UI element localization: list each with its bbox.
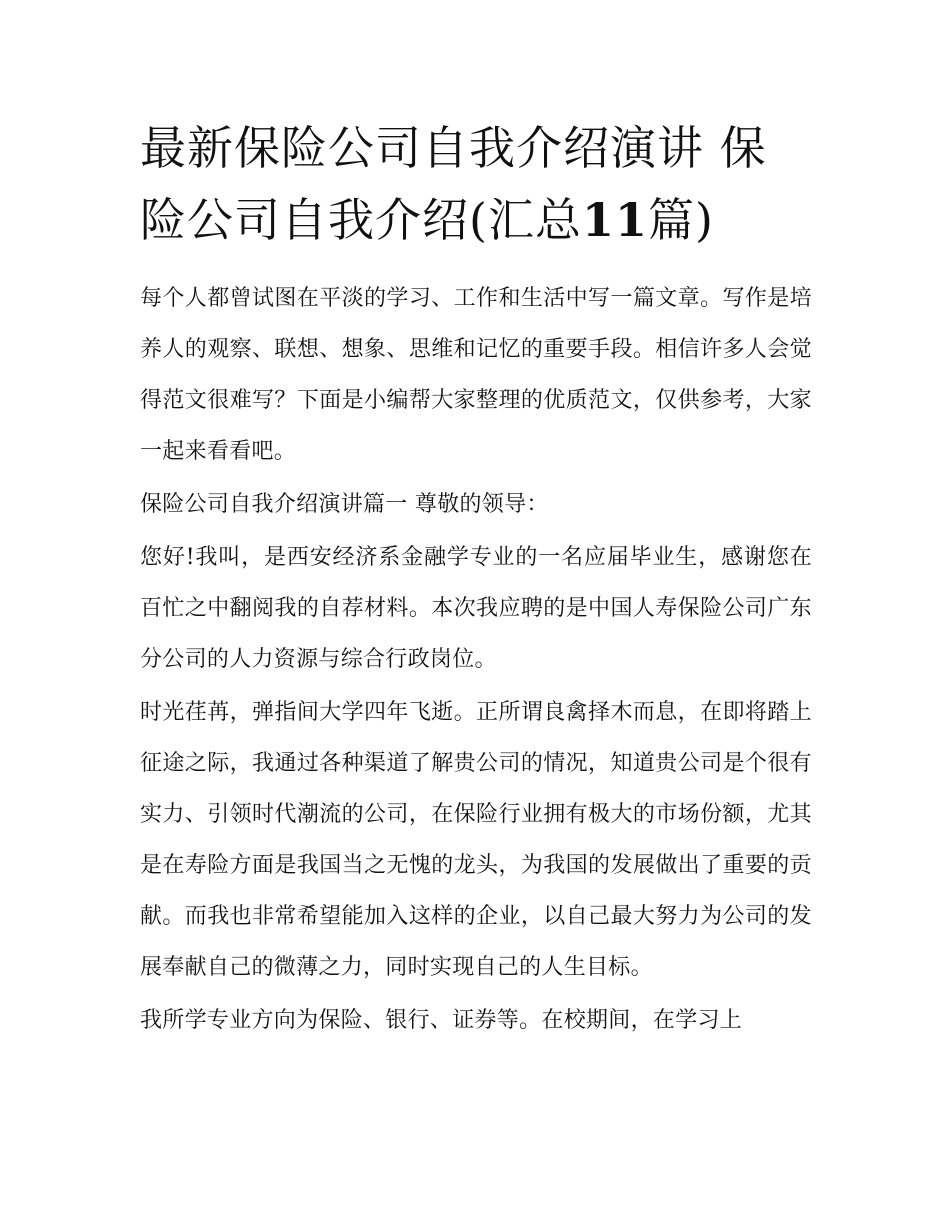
document-title bbox=[140, 112, 810, 256]
document-body bbox=[140, 273, 812, 1048]
title-suffix: 篇) bbox=[647, 193, 714, 247]
paragraph-motivation: 时光荏苒，弹指间大学四年飞逝。正所谓良禽择木而息，在即将踏上征途之际，我通过各种渠道了解贵公司的情况，知道贵公司是个很有实力、引领时代潮流的公司，在保险行业拥有极大的市场份额，尤其是在寿险方面是我国当之无愧的龙头，为我国的发展做出了重要的贡献。而我也非常希望能加入这样的企业，以自己最大努力为公司的发展奉献自己的微薄之力，同时实现自己的人生目标。 bbox=[140, 700, 812, 980]
paragraph-heading: 保险公司自我介绍演讲篇一 尊敬的领导： bbox=[140, 492, 549, 517]
paragraph-study: 我所学专业方向为保险、银行、证券等。在校期间，在学习上 bbox=[140, 1008, 743, 1033]
title-text: 最新保险公司自我介绍演讲 保险公司自我介绍(汇总 bbox=[140, 121, 767, 247]
paragraph-intro: 每个人都曾试图在平淡的学习、工作和生活中写一篇文章。写作是培养人的观察、联想、想象、思维和记忆的重要手段。相信许多人会觉得范文很难写？下面是小编帮大家整理的优质范文，仅供参考，大家一起来看看吧。 bbox=[140, 286, 812, 464]
paragraph-greeting: 您好!我叫，是西安经济系金融学专业的一名应届毕业生，感谢您在百忙之中翻阅我的自荐材料。本次我应聘的是中国人寿保险公司广东分公司的人力资源与综合行政岗位。 bbox=[140, 545, 812, 672]
title-number: 11 bbox=[581, 193, 648, 247]
